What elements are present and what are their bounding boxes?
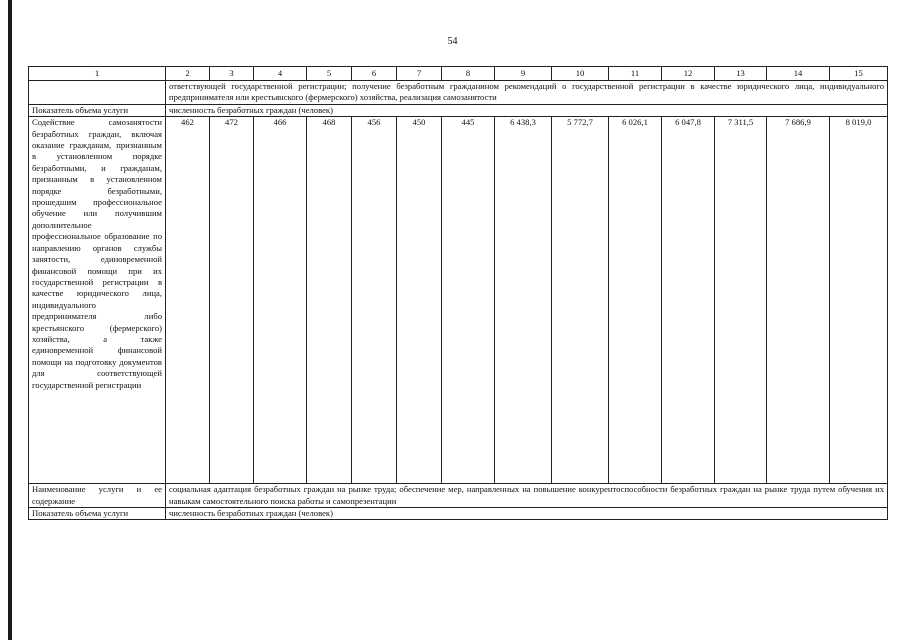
indicator-row — [29, 508, 888, 520]
column-number: 11 — [609, 67, 662, 81]
value-cell: 5 772,7 — [552, 117, 609, 484]
service-values-row — [29, 117, 888, 484]
value-cell: 450 — [397, 117, 442, 484]
column-number: 8 — [442, 67, 495, 81]
service-name-row — [29, 484, 888, 508]
column-number: 4 — [254, 67, 307, 81]
value-cell: 456 — [352, 117, 397, 484]
column-number: 14 — [767, 67, 830, 81]
indicator-text: численность безработных граждан (человек) — [166, 508, 888, 520]
column-number: 6 — [352, 67, 397, 81]
indicator-text: численность безработных граждан (человек) — [166, 104, 888, 116]
value-cell: 6 438,3 — [495, 117, 552, 484]
service-label: Содействие самозанятости безработных граждан, включая оказание гражданам, признанным в установленном порядке безработными, и гражданам, признанным в установленном порядке безработными, прошедшим профессиональное обучение или получившим дополнительное профессиональное образование по направлению органов службы занятости, единовременной финансовой помощи при их государственной регистрации в качестве юридического лица, индивидуального предпринимателя либо крестьянского (фермерского) хозяйства, а также единовременной финансовой помощи на подготовку документов для соответствующей государственной регистрации — [29, 117, 166, 484]
value-cell: 7 311,5 — [715, 117, 767, 484]
column-number: 2 — [166, 67, 210, 81]
column-number: 7 — [397, 67, 442, 81]
row-label: Наименование услуги и ее содержание — [29, 484, 166, 508]
value-cell: 6 047,8 — [662, 117, 715, 484]
page-number: 54 — [447, 36, 458, 47]
column-number-row — [29, 67, 888, 81]
value-cell: 466 — [254, 117, 307, 484]
row-label: Показатель объема услуги — [29, 104, 166, 116]
column-number: 15 — [830, 67, 888, 81]
row-label — [29, 81, 166, 105]
service-name-text: социальная адаптация безработных граждан на рынке труда; обеспечение мер, направленных на повышение конкурентоспособности безработных граждан на рынке труда путем обучения их навыкам самостоятельного поиска работы и самопрезентации — [166, 484, 888, 508]
column-number: 10 — [552, 67, 609, 81]
value-cell: 445 — [442, 117, 495, 484]
column-number: 3 — [210, 67, 254, 81]
value-cell: 462 — [166, 117, 210, 484]
scan-edge — [8, 0, 12, 640]
column-number: 1 — [29, 67, 166, 81]
value-cell: 6 026,1 — [609, 117, 662, 484]
value-cell: 472 — [210, 117, 254, 484]
indicator-row — [29, 104, 888, 116]
value-cell: 7 686,9 — [767, 117, 830, 484]
row-label: Показатель объема услуги — [29, 508, 166, 520]
continuation-text: ответствующей государственной регистрации; получение безработным гражданином рекомендаций о государственной регистрации в качестве юридического лица, индивидуального предпринимателя или крестьянского (фермерского) хозяйства, реализация самозанятости — [166, 81, 888, 105]
value-cell: 468 — [307, 117, 352, 484]
continuation-row — [29, 81, 888, 105]
column-number: 5 — [307, 67, 352, 81]
data-table — [28, 66, 888, 520]
value-cell: 8 019,0 — [830, 117, 888, 484]
column-number: 12 — [662, 67, 715, 81]
column-number: 13 — [715, 67, 767, 81]
column-number: 9 — [495, 67, 552, 81]
